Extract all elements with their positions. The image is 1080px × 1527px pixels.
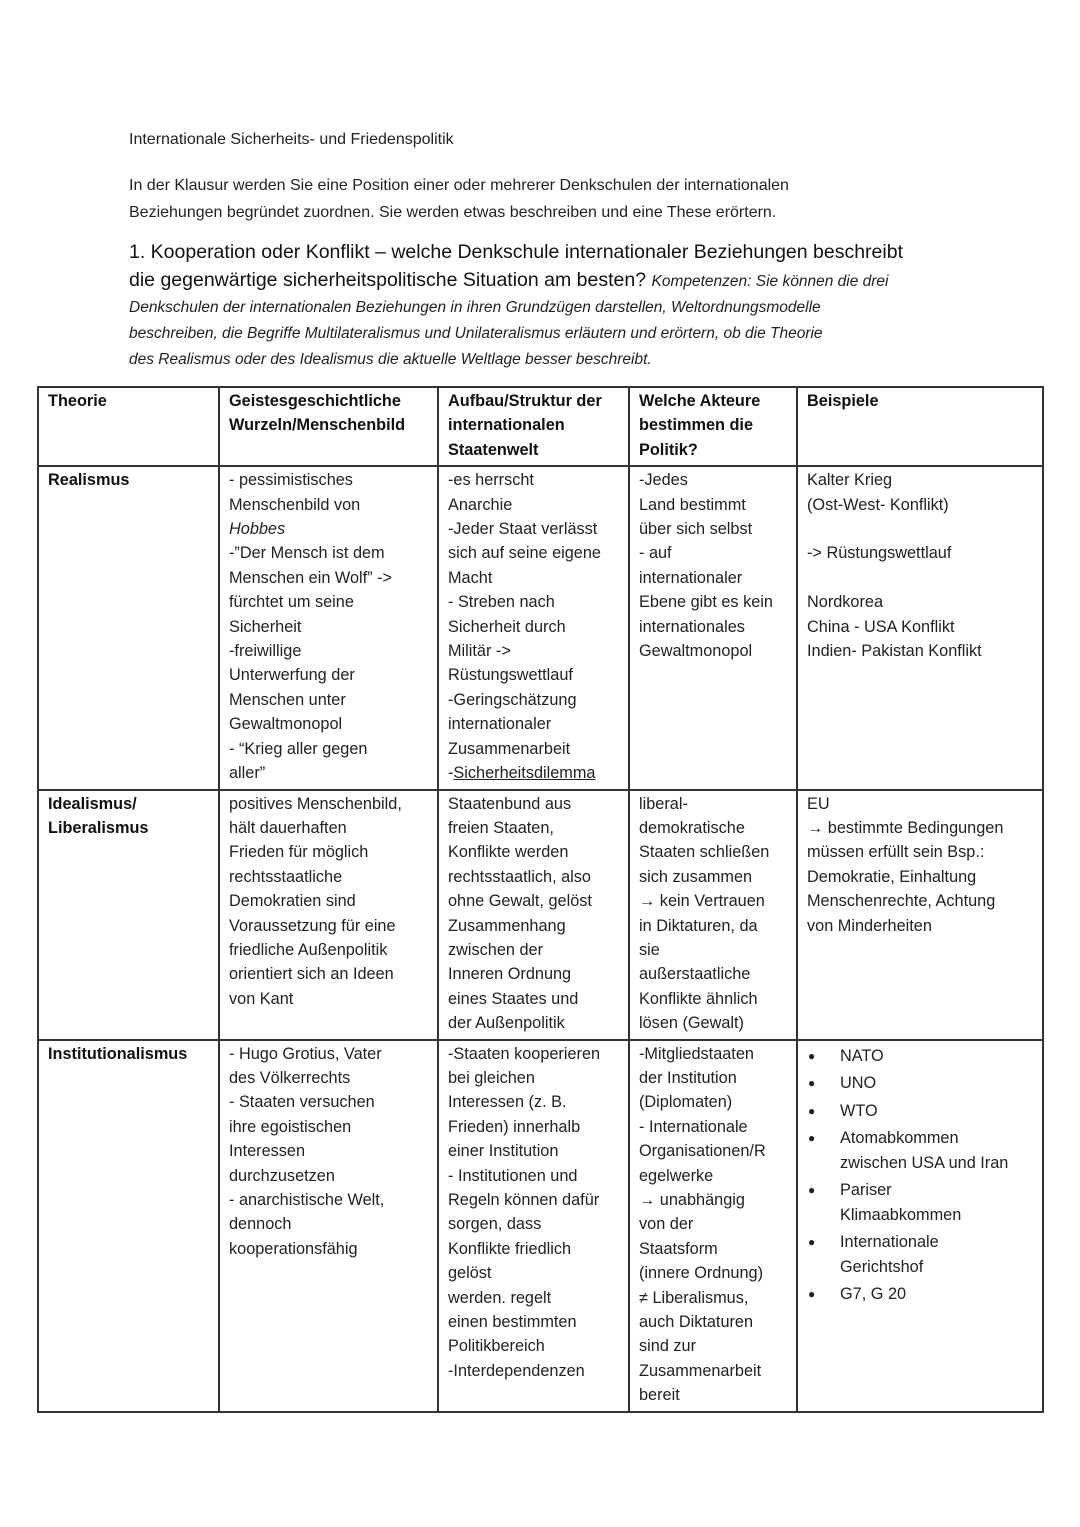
question-block	[129, 238, 969, 373]
example-bullet-item	[807, 1071, 1033, 1096]
example-bullet-item	[807, 1126, 1033, 1175]
cell-line: -Mitgliedstaaten	[639, 1044, 754, 1063]
cell-line: Sicherheit	[229, 617, 302, 636]
cell-line: bereit	[639, 1386, 680, 1405]
structure-cell	[438, 1040, 629, 1412]
cell-line: werden. regelt	[448, 1288, 552, 1307]
cell-line: EU	[807, 794, 830, 813]
cell-line: Sicherheit durch	[448, 617, 566, 636]
cell-line: kooperationsfähig	[229, 1239, 358, 1258]
cell-line: Staaten schließen	[639, 843, 770, 862]
cell-line: -Interdependenzen	[448, 1361, 585, 1380]
example-bullet-item	[807, 1282, 1033, 1307]
cell-line: Frieden für möglich	[229, 843, 369, 862]
question-line: die gegenwärtige sicherheitspolitische Situation am besten?	[129, 269, 647, 291]
intro-paragraph	[129, 172, 929, 226]
cell-line: Politik?	[639, 440, 698, 459]
cell-line: ohne Gewalt, gelöst	[448, 892, 592, 911]
cell-line: auch Diktaturen	[639, 1313, 754, 1332]
cell-line: Beispiele	[807, 392, 879, 410]
cell-line: Politikbereich	[448, 1337, 545, 1356]
bullet-text: ● Pariser	[840, 1181, 892, 1200]
cell-line: eines Staates und	[448, 989, 579, 1008]
cell-line: friedliche Außenpolitik	[229, 940, 388, 959]
cell-line: (Ost-West- Konflikt)	[807, 495, 949, 514]
cell-line: - anarchistische Welt,	[229, 1191, 385, 1209]
bullet-text: Klimaabkommen	[840, 1205, 962, 1224]
cell-line: von Kant	[229, 989, 294, 1008]
cell-line: internationaler	[448, 715, 552, 734]
cell-line: → unabhängig	[639, 1191, 745, 1209]
header-theory	[38, 387, 219, 466]
cell-line	[807, 517, 1033, 541]
document-title: Internationale Sicherheits- und Friedenspolitik	[129, 131, 454, 148]
cell-line: Land bestimmt	[639, 495, 746, 514]
cell-line: Zusammenarbeit	[639, 1361, 762, 1380]
cell-line: durchzusetzen	[229, 1166, 335, 1185]
cell-line: außerstaatliche	[639, 965, 751, 984]
cell-line: aller”	[229, 764, 266, 783]
cell-line: in Diktaturen, da	[639, 916, 758, 935]
example-bullet-item	[807, 1099, 1033, 1124]
actors-cell	[629, 466, 797, 789]
cell-line: Theorie	[48, 392, 107, 410]
cell-line: - Institutionen und	[448, 1166, 578, 1185]
competencies-text	[129, 295, 969, 373]
cell-line: von der	[639, 1215, 694, 1234]
cell-line: positives Menschenbild,	[229, 794, 402, 813]
cell-line: bestimmen die	[639, 416, 754, 435]
theory-cell	[38, 790, 219, 1040]
cell-line: liberal-	[639, 794, 688, 813]
cell-line: Wurzeln/Menschenbild	[229, 416, 406, 435]
cell-line: Voraussetzung für eine	[229, 916, 396, 935]
roots-cell	[219, 466, 438, 789]
examples-bullet-list	[807, 1044, 1033, 1307]
structure-cell	[438, 790, 629, 1040]
cell-line: Interessen	[229, 1142, 306, 1161]
cell-line: bei gleichen	[448, 1068, 535, 1087]
competencies-line: des Realismus oder des Idealismus die aktuelle Weltlage besser beschreibt.	[129, 351, 652, 368]
cell-line: Zusammenarbeit	[448, 739, 571, 758]
cell-line: Ebene gibt es kein	[639, 593, 773, 612]
cell-line: egelwerke	[639, 1166, 714, 1185]
actors-cell	[629, 1040, 797, 1412]
cell-line: → kein Vertrauen	[639, 892, 765, 911]
bullet-text: ● WTO	[840, 1101, 878, 1120]
cell-line	[807, 566, 1033, 590]
cell-line: Militär ->	[448, 642, 511, 661]
security-dilemma-term: Sicherheitsdilemma	[453, 764, 596, 783]
cell-line: → bestimmte Bedingungen	[807, 818, 1004, 837]
cell-line: Hobbes	[229, 520, 286, 539]
cell-line: von Minderheiten	[807, 916, 932, 935]
cell-line: sorgen, dass	[448, 1215, 542, 1234]
cell-line: freien Staaten,	[448, 818, 554, 837]
cell-line: rechtsstaatliche	[229, 867, 343, 886]
examples-cell	[797, 466, 1043, 789]
cell-line: -Geringschätzung	[448, 690, 577, 709]
cell-line: Menschen ein Wolf” ->	[229, 568, 393, 587]
cell-line: über sich selbst	[639, 520, 753, 539]
cell-line: lösen (Gewalt)	[639, 1014, 744, 1033]
cell-line: des Völkerrechts	[229, 1068, 351, 1087]
cell-line: Demokratien sind	[229, 892, 356, 911]
cell-line: -Jedes	[639, 471, 688, 490]
cell-line: Menschen unter	[229, 690, 346, 709]
example-bullet-item	[807, 1178, 1033, 1227]
cell-line: ihre egoistischen	[229, 1117, 352, 1136]
cell-line: Menschenrechte, Achtung	[807, 892, 996, 911]
cell-line: Nordkorea	[807, 593, 884, 612]
cell-line: Demokratie, Einhaltung	[807, 867, 977, 886]
question-line: 1. Kooperation oder Konflikt – welche Denkschule internationaler Beziehungen beschreibt	[129, 241, 903, 263]
theories-table	[37, 386, 1044, 1413]
cell-line: fürchtet um seine	[229, 593, 354, 612]
bullet-text: zwischen USA und Iran	[840, 1153, 1009, 1172]
cell-line: Konflikte friedlich	[448, 1239, 572, 1258]
cell-line: Staatenbund aus	[448, 794, 572, 813]
cell-line: zwischen der	[448, 940, 544, 959]
cell-line: sie	[639, 940, 660, 959]
cell-line: einer Institution	[448, 1142, 559, 1161]
cell-line: müssen erfüllt sein Bsp.:	[807, 843, 985, 862]
cell-line: demokratische	[639, 818, 745, 837]
cell-line: Staatsform	[639, 1239, 718, 1258]
cell-line: -es herrscht	[448, 471, 534, 490]
theory-cell	[38, 1040, 219, 1412]
cell-line: - auf	[639, 544, 672, 563]
cell-line: Indien- Pakistan Konflikt	[807, 642, 982, 661]
cell-line: (Diplomaten)	[639, 1093, 733, 1112]
cell-line: dennoch	[229, 1215, 292, 1234]
cell-line: Regeln können dafür	[448, 1191, 600, 1209]
cell-line: Realismus	[48, 471, 130, 490]
roots-cell	[219, 790, 438, 1040]
cell-line: Menschenbild von	[229, 495, 361, 514]
cell-line: Anarchie	[448, 495, 513, 514]
bullet-text: ● UNO	[840, 1074, 877, 1093]
cell-line: internationalen	[448, 416, 565, 435]
cell-line: Konflikte werden	[448, 843, 569, 862]
bullet-text: ● G7, G 20	[840, 1285, 907, 1304]
cell-line: Organisationen/R	[639, 1142, 766, 1161]
cell-line: Staatenwelt	[448, 440, 539, 459]
competencies-line: beschreiben, die Begriffe Multilateralismus und Unilateralismus erläutern und erörtern, ob die Theorie	[129, 325, 823, 342]
cell-line: Kalter Krieg	[807, 471, 893, 490]
cell-line: Aufbau/Struktur der	[448, 392, 602, 410]
examples-cell	[797, 1040, 1043, 1412]
cell-line: Konflikte ähnlich	[639, 989, 758, 1008]
cell-line: sich auf seine eigene	[448, 544, 601, 563]
cell-line: Geistesgeschichtliche	[229, 392, 401, 410]
cell-line: Liberalismus	[48, 818, 149, 837]
cell-line: -freiwillige	[229, 642, 302, 661]
cell-line: Frieden) innerhalb	[448, 1117, 581, 1136]
header-examples	[797, 387, 1043, 466]
cell-line: Interessen (z. B.	[448, 1093, 567, 1112]
cell-line: der Institution	[639, 1068, 737, 1087]
structure-cell	[438, 466, 629, 789]
theory-cell	[38, 466, 219, 789]
cell-line: (innere Ordnung)	[639, 1264, 763, 1283]
cell-line: Institutionalismus	[48, 1044, 188, 1063]
cell-line: Welche Akteure	[639, 392, 761, 410]
cell-line: Gewaltmonopol	[639, 642, 753, 661]
cell-line: - Hugo Grotius, Vater	[229, 1044, 382, 1063]
cell-line: der Außenpolitik	[448, 1014, 565, 1033]
table-row-realismus	[38, 466, 1043, 789]
cell-line: internationales	[639, 617, 745, 636]
example-bullet-item	[807, 1230, 1033, 1279]
cell-line: Idealismus/	[48, 794, 137, 813]
dash-prefix: -	[448, 764, 454, 783]
cell-line	[448, 761, 619, 785]
cell-line: China - USA Konflikt	[807, 617, 955, 636]
cell-line: orientiert sich an Ideen	[229, 965, 394, 984]
cell-line: rechtsstaatlich, also	[448, 867, 591, 886]
cell-line: einen bestimmten	[448, 1313, 577, 1332]
cell-line: ≠ Liberalismus,	[639, 1288, 749, 1307]
cell-line: - Streben nach	[448, 593, 555, 612]
cell-line: -”Der Mensch ist dem	[229, 544, 385, 563]
bullet-text: Gerichtshof	[840, 1257, 924, 1276]
bullet-text: ● NATO	[840, 1046, 884, 1065]
intro-line: In der Klausur werden Sie eine Position einer oder mehrerer Denkschulen der internationalen	[129, 177, 789, 194]
cell-line: - Staaten versuchen	[229, 1093, 375, 1112]
cell-line: - pessimistisches	[229, 471, 353, 490]
cell-line: sind zur	[639, 1337, 697, 1356]
actors-cell	[629, 790, 797, 1040]
cell-line: sich zusammen	[639, 867, 753, 886]
competencies-intro: Kompetenzen: Sie können die drei	[651, 273, 889, 290]
example-bullet-item	[807, 1044, 1033, 1069]
bullet-text: ● Atomabkommen	[840, 1129, 959, 1148]
header-structure	[438, 387, 629, 466]
examples-cell	[797, 790, 1043, 1040]
header-actors	[629, 387, 797, 466]
cell-line: internationaler	[639, 568, 743, 587]
cell-line: hält dauerhaften	[229, 818, 347, 837]
cell-line: - “Krieg aller gegen	[229, 739, 368, 758]
roots-cell	[219, 1040, 438, 1412]
table-header-row	[38, 387, 1043, 466]
cell-line: Rüstungswettlauf	[448, 666, 573, 685]
table-row-idealismus	[38, 790, 1043, 1040]
cell-line: Macht	[448, 568, 493, 587]
cell-line: gelöst	[448, 1264, 492, 1283]
cell-line: -> Rüstungswettlauf	[807, 544, 952, 563]
table-row-institutionalismus	[38, 1040, 1043, 1412]
cell-line: -Jeder Staat verlässt	[448, 520, 598, 539]
bullet-text: ● Internationale	[840, 1233, 939, 1252]
cell-line: Inneren Ordnung	[448, 965, 572, 984]
header-roots	[219, 387, 438, 466]
cell-line: Unterwerfung der	[229, 666, 355, 685]
competencies-line: Denkschulen der internationalen Beziehungen in ihren Grundzügen darstellen, Weltordnungsmodelle	[129, 299, 821, 316]
cell-line: - Internationale	[639, 1117, 748, 1136]
intro-line: Beziehungen begründet zuordnen. Sie werden etwas beschreiben und eine These erörtern.	[129, 204, 777, 221]
cell-line: Gewaltmonopol	[229, 715, 343, 734]
question-heading	[129, 238, 969, 295]
cell-line: Zusammenhang	[448, 916, 566, 935]
cell-line: -Staaten kooperieren	[448, 1044, 601, 1063]
